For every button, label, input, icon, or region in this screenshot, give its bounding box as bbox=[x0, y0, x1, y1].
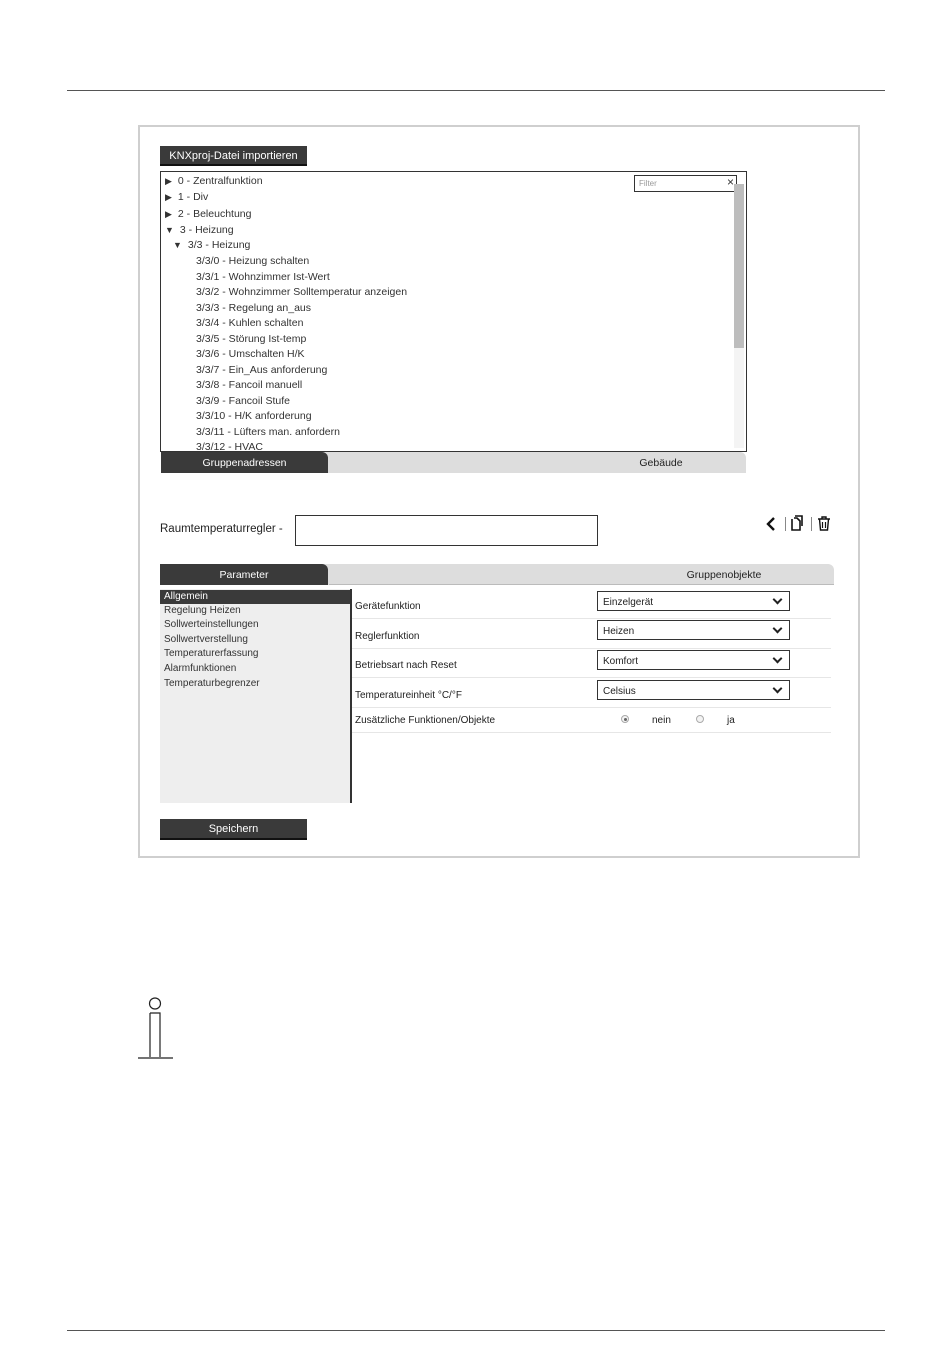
tree-item[interactable] bbox=[165, 175, 263, 188]
nav-item-sollwerteinstellungen[interactable]: Sollwerteinstellungen bbox=[164, 619, 259, 630]
parameter-tabbar bbox=[160, 564, 834, 585]
tree-tabbar bbox=[161, 452, 746, 473]
radio-nein[interactable] bbox=[621, 715, 629, 723]
filter-input[interactable] bbox=[634, 175, 737, 192]
select-value: Einzelgerät bbox=[603, 597, 654, 608]
param-row-divider bbox=[352, 648, 831, 649]
toolbar-separator bbox=[785, 517, 786, 531]
nav-item-alarmfunktionen[interactable]: Alarmfunktionen bbox=[164, 663, 237, 674]
tree-item-label: 3 - Heizung bbox=[179, 224, 234, 236]
tree-item-label: 3/3/12 - HVAC bbox=[196, 441, 263, 452]
tree-item[interactable] bbox=[196, 364, 327, 377]
tree-item-label: 3/3/3 - Regelung an_aus bbox=[196, 302, 312, 314]
chevron-down-icon bbox=[773, 595, 783, 605]
tree-item[interactable] bbox=[165, 191, 208, 204]
param-label-zusaetzliche-funktionen: Zusätzliche Funktionen/Objekte bbox=[355, 715, 496, 726]
tree-item-label: 2 - Beleuchtung bbox=[177, 208, 252, 220]
tab-gruppenobjekte[interactable]: Gruppenobjekte bbox=[686, 569, 762, 581]
expand-icon[interactable]: ▶ bbox=[165, 192, 172, 202]
nav-item-temperaturerfassung[interactable]: Temperaturerfassung bbox=[164, 648, 259, 659]
tree-item-label: 3/3/7 - Ein_Aus anforderung bbox=[196, 364, 328, 376]
tree-item[interactable] bbox=[196, 379, 302, 392]
tree-item-label: 1 - Div bbox=[177, 191, 209, 203]
info-icon bbox=[136, 996, 176, 1060]
param-row-divider bbox=[352, 707, 831, 708]
group-address-tree bbox=[160, 171, 747, 452]
footer-rule bbox=[67, 1330, 885, 1331]
param-label-betriebsart: Betriebsart nach Reset bbox=[355, 660, 457, 671]
select-value: Komfort bbox=[603, 656, 639, 667]
tree-item-label: 3/3/9 - Fancoil Stufe bbox=[196, 395, 290, 407]
tree-scrollbar[interactable] bbox=[734, 184, 744, 448]
select-geraetefunktion[interactable] bbox=[597, 591, 790, 611]
tree-item[interactable] bbox=[196, 395, 290, 408]
tree-scroll-thumb[interactable] bbox=[734, 184, 744, 348]
expand-icon[interactable]: ▶ bbox=[165, 209, 172, 219]
tree-item-label: 3/3/10 - H/K anforderung bbox=[196, 410, 312, 422]
tree-item-label: 3/3/1 - Wohnzimmer Ist-Wert bbox=[196, 271, 330, 283]
tab-parameter[interactable]: Parameter bbox=[160, 564, 328, 585]
tree-item[interactable] bbox=[196, 271, 330, 284]
toolbar-separator bbox=[811, 517, 812, 531]
tree-item-label: 3/3/0 - Heizung schalten bbox=[196, 255, 310, 267]
chevron-down-icon bbox=[773, 654, 783, 664]
nav-item-regelung-heizen[interactable]: Regelung Heizen bbox=[164, 605, 241, 616]
param-label-geraetefunktion: Gerätefunktion bbox=[355, 601, 421, 612]
chevron-down-icon bbox=[773, 624, 783, 634]
param-label-temperatureinheit: Temperatureinheit °C/°F bbox=[355, 690, 462, 701]
select-betriebsart[interactable] bbox=[597, 650, 790, 670]
select-value: Heizen bbox=[603, 626, 635, 637]
tab-gruppenadressen[interactable]: Gruppenadressen bbox=[161, 452, 328, 473]
tree-item[interactable] bbox=[196, 441, 263, 452]
tree-item-label: 3/3/4 - Kuhlen schalten bbox=[196, 317, 304, 329]
tree-item-label: 3/3/11 - Lüfters man. anfordern bbox=[196, 426, 340, 438]
header-rule bbox=[67, 90, 885, 91]
param-row-divider bbox=[352, 732, 831, 733]
save-button[interactable]: Speichern bbox=[160, 819, 307, 840]
tree-item[interactable] bbox=[196, 286, 407, 299]
tree-item[interactable] bbox=[165, 208, 251, 221]
parameter-nav bbox=[160, 589, 352, 803]
tree-item-label: 3/3/2 - Wohnzimmer Solltemperatur anzeigen bbox=[196, 286, 408, 298]
device-name-label: Raumtemperaturregler - bbox=[160, 523, 283, 535]
filter-placeholder: Filter bbox=[639, 179, 657, 188]
tree-item-label: 3/3 - Heizung bbox=[187, 239, 251, 251]
copy-icon[interactable] bbox=[790, 515, 804, 531]
chevron-left-icon[interactable] bbox=[765, 516, 777, 532]
radio-ja[interactable] bbox=[696, 715, 704, 723]
nav-item-sollwertverstellung[interactable]: Sollwertverstellung bbox=[164, 634, 248, 645]
collapse-icon[interactable]: ▼ bbox=[173, 240, 182, 250]
tree-item[interactable] bbox=[196, 255, 309, 268]
import-button[interactable]: KNXproj-Datei importieren bbox=[160, 146, 307, 166]
tree-item-label: 3/3/5 - Störung Ist-temp bbox=[196, 333, 307, 345]
expand-icon[interactable]: ▶ bbox=[165, 176, 172, 186]
tree-item-label: 3/3/8 - Fancoil manuell bbox=[196, 379, 303, 391]
nav-item-allgemein[interactable]: Allgemein bbox=[160, 590, 350, 604]
param-row-divider bbox=[352, 677, 831, 678]
tree-item[interactable] bbox=[196, 410, 312, 423]
tree-item[interactable] bbox=[196, 317, 303, 330]
nav-item-temperaturbegrenzer[interactable]: Temperaturbegrenzer bbox=[164, 678, 260, 689]
tab-gebaeude[interactable]: Gebäude bbox=[639, 457, 683, 469]
param-row-divider bbox=[352, 618, 831, 619]
tree-item-label: 0 - Zentralfunktion bbox=[177, 175, 263, 187]
tab-underline bbox=[329, 584, 834, 585]
select-value: Celsius bbox=[603, 686, 636, 697]
tree-item[interactable] bbox=[196, 348, 305, 361]
tree-item[interactable] bbox=[165, 224, 234, 237]
radio-label-ja: ja bbox=[727, 715, 735, 726]
chevron-down-icon bbox=[773, 684, 783, 694]
select-temperatureinheit[interactable] bbox=[597, 680, 790, 700]
device-name-input[interactable] bbox=[295, 515, 598, 546]
tree-item-label: 3/3/6 - Umschalten H/K bbox=[196, 348, 305, 360]
collapse-icon[interactable]: ▼ bbox=[165, 225, 174, 235]
clear-filter-icon[interactable]: × bbox=[726, 175, 734, 189]
tree-item[interactable] bbox=[173, 239, 250, 252]
radio-label-nein: nein bbox=[652, 715, 671, 726]
param-label-reglerfunktion: Reglerfunktion bbox=[355, 631, 420, 642]
tree-item[interactable] bbox=[196, 302, 311, 315]
trash-icon[interactable] bbox=[817, 515, 831, 531]
select-reglerfunktion[interactable] bbox=[597, 620, 790, 640]
tree-item[interactable] bbox=[196, 333, 306, 346]
tree-item[interactable] bbox=[196, 426, 340, 439]
